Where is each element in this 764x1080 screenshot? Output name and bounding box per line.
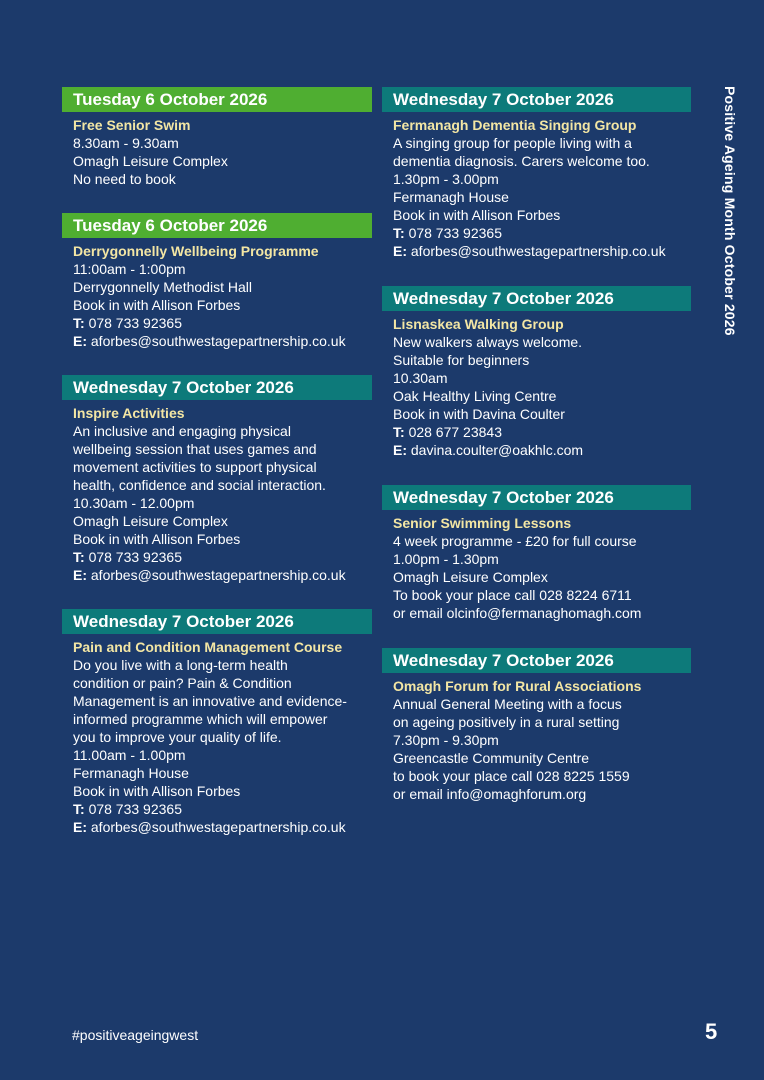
event-body bbox=[382, 311, 691, 459]
event-phone bbox=[393, 423, 691, 441]
event-detail-line: To book your place call 028 8224 6711 bbox=[393, 587, 632, 603]
event-date-header: Tuesday 6 October 2026 bbox=[62, 87, 372, 112]
event-card bbox=[62, 87, 372, 188]
email-address[interactable]: davina.coulter@oakhlc.com bbox=[410, 442, 584, 458]
event-title: Lisnaskea Walking Group bbox=[393, 316, 564, 332]
event-detail-line: on ageing positively in a rural setting bbox=[393, 714, 620, 730]
event-detail-line: 10.30am bbox=[393, 370, 448, 386]
event-body bbox=[382, 673, 691, 803]
event-phone bbox=[73, 800, 372, 818]
event-detail-line: or email info@omaghforum.org bbox=[393, 786, 587, 802]
event-detail-line: Omagh Leisure Complex bbox=[73, 153, 228, 169]
event-title: Pain and Condition Management Course bbox=[73, 639, 343, 655]
phone-number: 078 733 92365 bbox=[88, 801, 182, 817]
email-label: E: bbox=[73, 333, 87, 349]
right-column bbox=[382, 87, 691, 829]
email-address[interactable]: aforbes@southwestagepartnership.co.uk bbox=[90, 567, 346, 583]
event-detail-line: 4 week programme - £20 for full course bbox=[393, 533, 637, 549]
event-body bbox=[382, 112, 691, 260]
event-detail-line: Omagh Leisure Complex bbox=[393, 569, 548, 585]
event-card bbox=[382, 87, 691, 260]
page-number: 5 bbox=[705, 1019, 718, 1044]
event-body bbox=[62, 112, 372, 188]
event-detail-line: Suitable for beginners bbox=[393, 352, 530, 368]
event-detail-line: movement activities to support physical bbox=[73, 459, 317, 475]
event-detail-line: Omagh Leisure Complex bbox=[73, 513, 228, 529]
event-detail-line: Management is an innovative and evidence- bbox=[73, 693, 347, 709]
event-title: Inspire Activities bbox=[73, 405, 185, 421]
event-body bbox=[62, 634, 372, 836]
event-title: Free Senior Swim bbox=[73, 117, 191, 133]
event-title: Derrygonnelly Wellbeing Programme bbox=[73, 243, 319, 259]
event-detail-line: An inclusive and engaging physical bbox=[73, 423, 291, 439]
event-detail-line: Oak Healthy Living Centre bbox=[393, 388, 557, 404]
event-title: Omagh Forum for Rural Associations bbox=[393, 678, 642, 694]
phone-number: 078 733 92365 bbox=[408, 225, 502, 241]
event-email bbox=[73, 332, 372, 350]
event-detail-line: 1.30pm - 3.00pm bbox=[393, 171, 499, 187]
event-detail-line: 11:00am - 1:00pm bbox=[73, 261, 186, 277]
email-label: E: bbox=[73, 819, 87, 835]
event-detail-line: dementia diagnosis. Carers welcome too. bbox=[393, 153, 650, 169]
event-phone bbox=[73, 314, 372, 332]
event-detail-line: Book in with Allison Forbes bbox=[73, 297, 241, 313]
event-detail-line: 7.30pm - 9.30pm bbox=[393, 732, 499, 748]
email-address[interactable]: aforbes@southwestagepartnership.co.uk bbox=[90, 819, 346, 835]
phone-label: T: bbox=[393, 424, 405, 440]
event-detail-line: to book your place call 028 8225 1559 bbox=[393, 768, 630, 784]
event-email bbox=[73, 818, 372, 836]
event-date-header: Tuesday 6 October 2026 bbox=[62, 213, 372, 238]
event-detail-line: 10.30am - 12.00pm bbox=[73, 495, 195, 511]
email-address[interactable]: aforbes@southwestagepartnership.co.uk bbox=[410, 243, 666, 259]
event-detail-line: informed programme which will empower bbox=[73, 711, 328, 727]
phone-label: T: bbox=[73, 315, 85, 331]
email-label: E: bbox=[73, 567, 87, 583]
event-email bbox=[393, 441, 691, 459]
event-detail-line: Fermanagh House bbox=[73, 765, 189, 781]
event-detail-line: No need to book bbox=[73, 171, 176, 187]
event-detail-line: Book in with Davina Coulter bbox=[393, 406, 565, 422]
event-detail-line: wellbeing session that uses games and bbox=[73, 441, 317, 457]
event-detail-line: health, confidence and social interaction. bbox=[73, 477, 326, 493]
email-label: E: bbox=[393, 442, 407, 458]
event-date-header: Wednesday 7 October 2026 bbox=[382, 485, 691, 510]
event-detail-line: Book in with Allison Forbes bbox=[73, 783, 241, 799]
event-body bbox=[62, 400, 372, 584]
event-title: Senior Swimming Lessons bbox=[393, 515, 572, 531]
event-detail-line: A singing group for people living with a bbox=[393, 135, 632, 151]
left-column bbox=[62, 87, 372, 861]
event-date-header: Wednesday 7 October 2026 bbox=[382, 87, 691, 112]
event-title: Fermanagh Dementia Singing Group bbox=[393, 117, 637, 133]
event-card bbox=[62, 375, 372, 584]
phone-label: T: bbox=[73, 801, 85, 817]
event-card bbox=[62, 213, 372, 350]
event-date-header: Wednesday 7 October 2026 bbox=[382, 648, 691, 673]
event-detail-line: or email olcinfo@fermanaghomagh.com bbox=[393, 605, 642, 621]
event-detail-line: New walkers always welcome. bbox=[393, 334, 583, 350]
event-detail-line: you to improve your quality of life. bbox=[73, 729, 282, 745]
event-body bbox=[382, 510, 691, 622]
event-detail-line: condition or pain? Pain & Condition bbox=[73, 675, 292, 691]
event-detail-line: 8.30am - 9.30am bbox=[73, 135, 179, 151]
event-detail-line: Greencastle Community Centre bbox=[393, 750, 590, 766]
event-card bbox=[382, 286, 691, 459]
phone-number: 078 733 92365 bbox=[88, 549, 182, 565]
phone-label: T: bbox=[73, 549, 85, 565]
email-address[interactable]: aforbes@southwestagepartnership.co.uk bbox=[90, 333, 346, 349]
phone-number: 028 677 23843 bbox=[408, 424, 502, 440]
event-card bbox=[382, 648, 691, 803]
event-detail-line: Book in with Allison Forbes bbox=[73, 531, 241, 547]
event-date-header: Wednesday 7 October 2026 bbox=[62, 375, 372, 400]
event-phone bbox=[73, 548, 372, 566]
event-date-header: Wednesday 7 October 2026 bbox=[62, 609, 372, 634]
event-detail-line: Do you live with a long-term health bbox=[73, 657, 288, 673]
event-date-header: Wednesday 7 October 2026 bbox=[382, 286, 691, 311]
event-detail-line: Book in with Allison Forbes bbox=[393, 207, 561, 223]
event-detail-line: Annual General Meeting with a focus bbox=[393, 696, 622, 712]
event-detail-line: Fermanagh House bbox=[393, 189, 509, 205]
phone-number: 078 733 92365 bbox=[88, 315, 182, 331]
event-detail-line: 1.00pm - 1.30pm bbox=[393, 551, 499, 567]
event-card bbox=[62, 609, 372, 836]
event-email bbox=[393, 242, 691, 260]
event-detail-line: Derrygonnelly Methodist Hall bbox=[73, 279, 252, 295]
event-email bbox=[73, 566, 372, 584]
event-body bbox=[62, 238, 372, 350]
event-detail-line: 11.00am - 1.00pm bbox=[73, 747, 186, 763]
footer-hashtag: #positiveageingwest bbox=[72, 1027, 199, 1043]
email-label: E: bbox=[393, 243, 407, 259]
event-phone bbox=[393, 224, 691, 242]
side-title: Positive Ageing Month October 2026 bbox=[722, 86, 738, 336]
event-card bbox=[382, 485, 691, 622]
phone-label: T: bbox=[393, 225, 405, 241]
